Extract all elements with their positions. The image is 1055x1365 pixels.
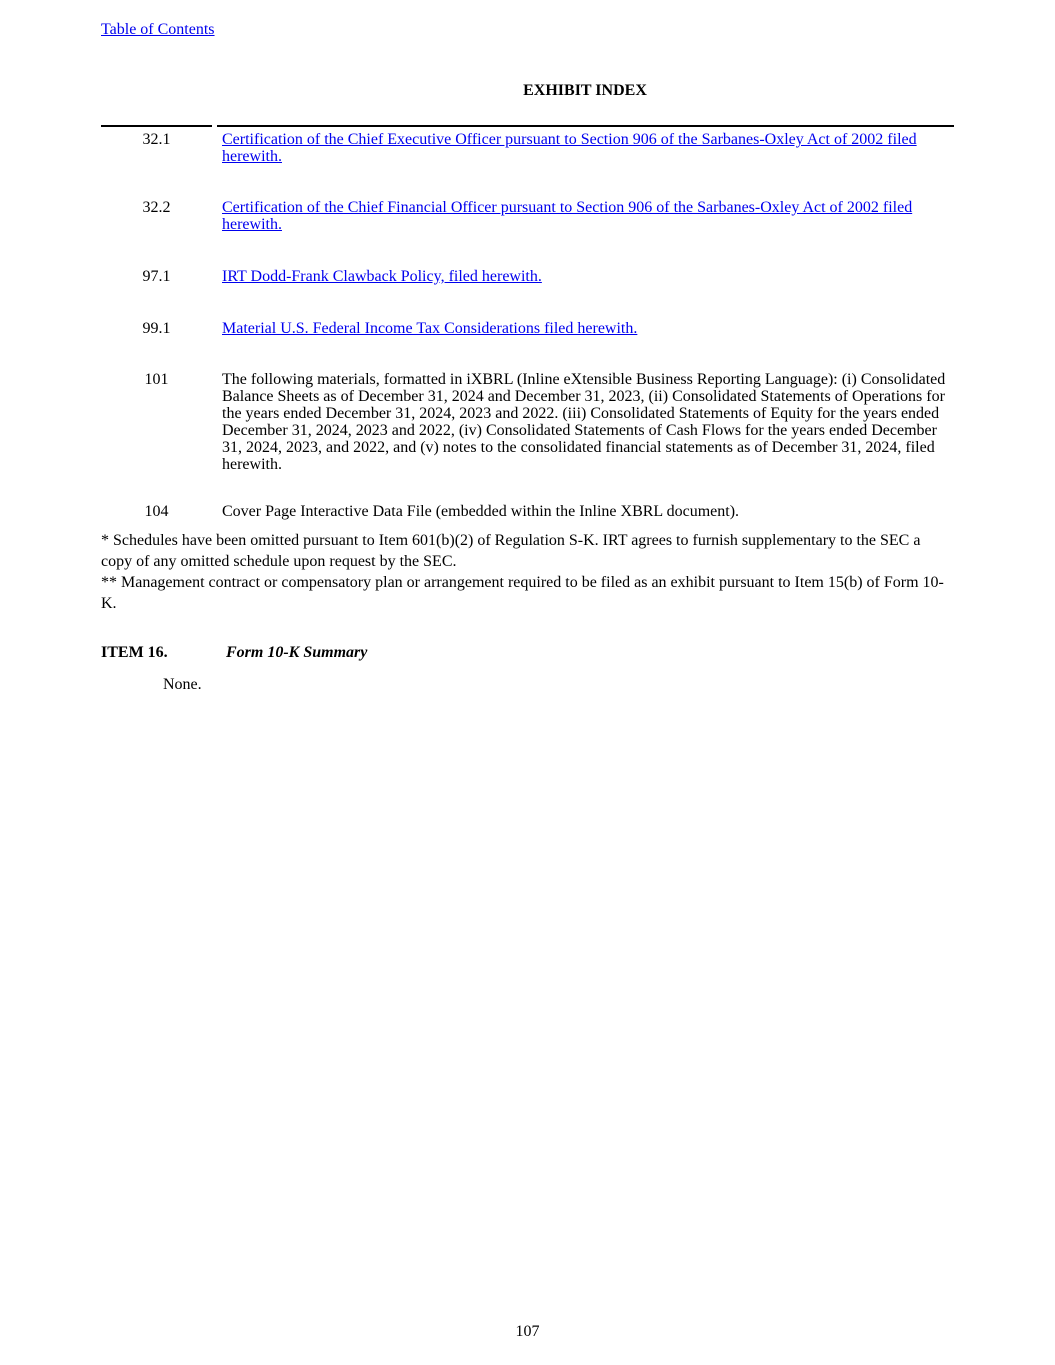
exhibit-link[interactable]: Certification of the Chief Financial Officer pursuant to Section 906 of the Sarbanes-Oxley Act of 2002 filed herewith.	[222, 199, 913, 233]
exhibit-description: The following materials, formatted in iXBRL (Inline eXtensible Business Reporting Language): (i) Consolidated Balance Sheets as of December 31, 2024 and December 31, 2023, (ii) Consolidated Statements of Operations for the years ended December 31, 2024, 2023 and 2022. (iii) Consolidated Statements of Equity for the years ended December 31, 2024, 2023 and 2022, (iv) Consolidated Statements of Cash Flows for the years ended December 31, 2024, 2023, and 2022, and (v) notes to the consolidated financial statements as of December 31, 2024, filed herewith.	[222, 371, 946, 473]
table-of-contents-link[interactable]: Table of Contents	[101, 21, 215, 38]
exhibit-number: 99.1	[142, 320, 171, 337]
management-footnote: ** Management contract or compensatory plan or arrangement required to be filed as an exhibit pursuant to Item 15(b) of Form 10-K.	[101, 574, 944, 612]
item-16-title: Form 10-K Summary	[226, 644, 368, 661]
exhibit-number: 104	[144, 503, 169, 520]
exhibit-number: 32.1	[142, 131, 171, 148]
exhibit-number: 32.2	[142, 199, 171, 216]
exhibit-description: Cover Page Interactive Data File (embedded within the Inline XBRL document).	[222, 503, 740, 520]
exhibit-link[interactable]: Certification of the Chief Executive Officer pursuant to Section 906 of the Sarbanes-Oxley Act of 2002 filed herewith.	[222, 131, 917, 165]
item-16-label: ITEM 16.	[101, 644, 168, 661]
exhibit-link[interactable]: Material U.S. Federal Income Tax Considerations filed herewith.	[222, 320, 638, 337]
page-number: 107	[515, 1323, 540, 1340]
exhibit-number: 97.1	[142, 268, 171, 285]
table-header-rule-number	[101, 125, 212, 127]
table-header-rule-description	[217, 125, 954, 127]
item-16-body: None.	[163, 676, 202, 693]
schedules-footnote: * Schedules have been omitted pursuant to Item 601(b)(2) of Regulation S-K. IRT agrees to furnish supplementary to the SEC a copy of any omitted schedule upon request by the SEC.	[101, 532, 921, 570]
exhibit-index-title: EXHIBIT INDEX	[523, 82, 647, 99]
exhibit-link[interactable]: IRT Dodd-Frank Clawback Policy, filed herewith.	[222, 268, 542, 285]
exhibit-number: 101	[144, 371, 169, 388]
footnotes	[101, 530, 951, 614]
